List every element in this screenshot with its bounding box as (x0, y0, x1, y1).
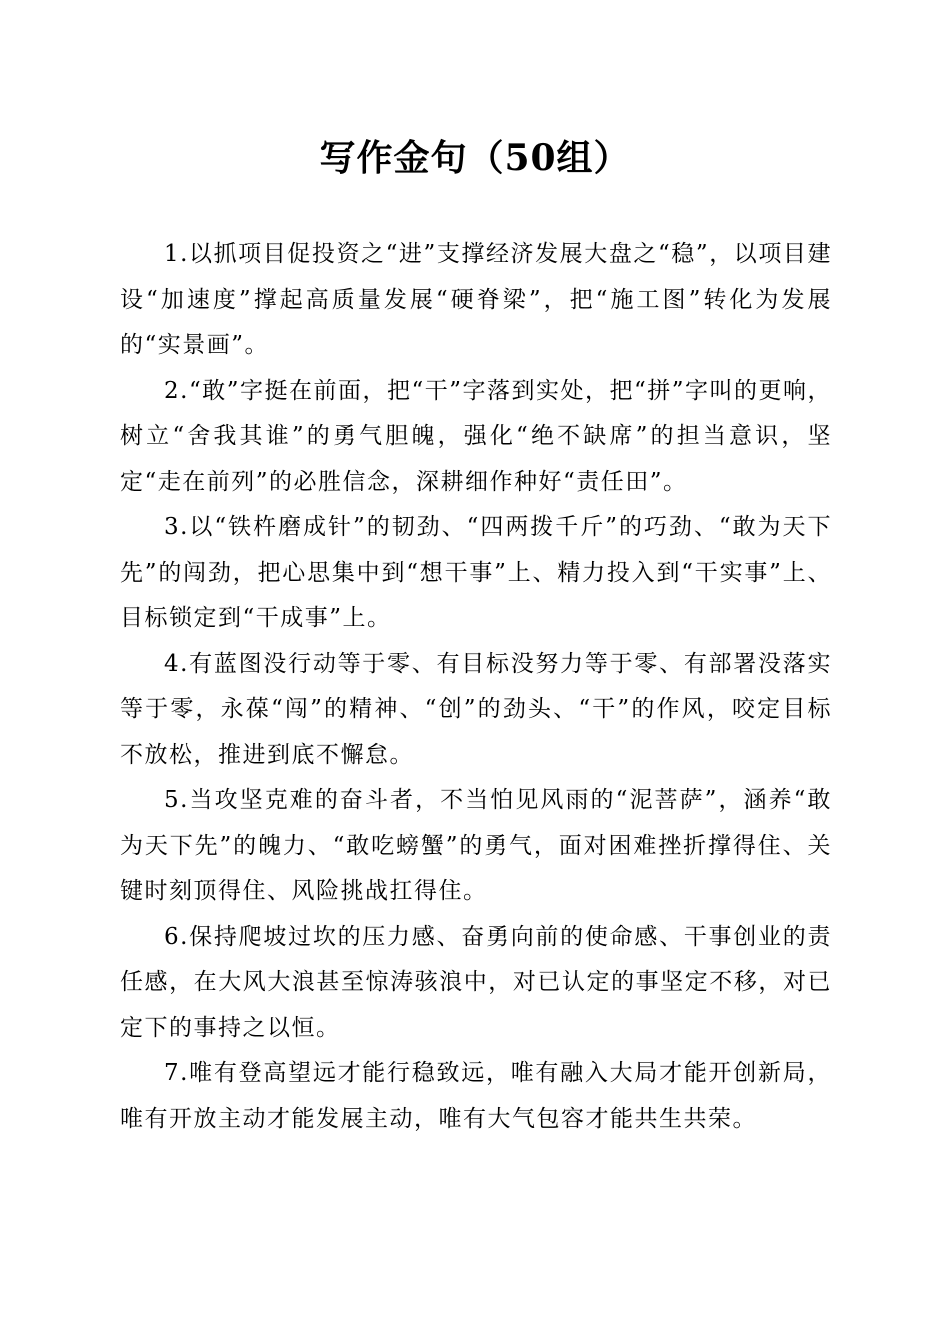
paragraph-7: 7.唯有登高望远才能行稳致远，唯有融入大局才能开创新局，唯有开放主动才能发展主动，唯有大气包容才能共生共荣。 (120, 1060, 832, 1132)
paragraph-3: 3.以“铁杵磨成针”的韧劲、“四两拨千斤”的巧劲、“敢为天下先”的闯劲，把心思集中到“想干事”上、精力投入到“干实事”上、目标锁定到“干成事”上。 (120, 514, 832, 631)
document-body (120, 232, 832, 1142)
paragraph-5: 5.当攻坚克难的奋斗者，不当怕见风雨的“泥菩萨”，涵养“敢为天下先”的魄力、“敢吃螃蟹”的勇气，面对困难挫折撑得住、关键时刻顶得住、风险挑战扛得住。 (120, 787, 832, 904)
paragraph-4: 4.有蓝图没行动等于零、有目标没努力等于零、有部署没落实等于零，永葆“闯”的精神、“创”的劲头、“干”的作风，咬定目标不放松，推进到底不懈怠。 (120, 650, 832, 768)
paragraph-6: 6.保持爬坡过坎的压力感、奋勇向前的使命感、干事创业的责任感，在大风大浪甚至惊涛骇浪中，对已认定的事坚定不移，对已定下的事持之以恒。 (120, 923, 832, 1041)
paragraph-1: 1.以抓项目促投资之“进”支撑经济发展大盘之“稳”，以项目建设“加速度”撑起高质量发展“硬脊梁”，把“施工图”转化为发展的“实景画”。 (120, 241, 832, 358)
document-title: 写作金句（50组） (319, 137, 631, 179)
paragraph-2: 2.“敢”字挺在前面，把“干”字落到实处，把“拼”字叫的更响，树立“舍我其谁”的勇气胆魄，强化“绝不缺席”的担当意识，坚定“走在前列”的必胜信念，深耕细作种好“责任田”。 (120, 377, 832, 495)
